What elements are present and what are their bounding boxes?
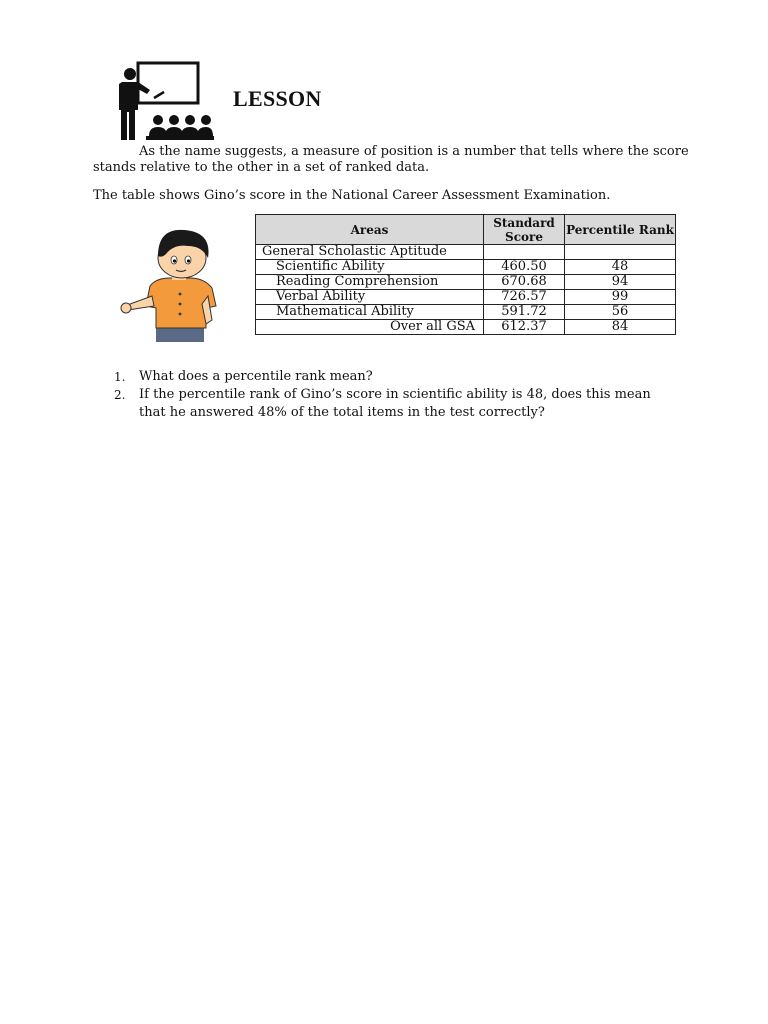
row-area: Mathematical Ability (256, 305, 484, 320)
row-score: 670.68 (484, 275, 565, 290)
question-number: 2. (114, 388, 126, 402)
row-rank: 48 (565, 260, 676, 275)
row-score: 460.50 (484, 260, 565, 275)
boy-pointing-icon (116, 224, 222, 344)
row-area: Reading Comprehension (256, 275, 484, 290)
table-row (256, 245, 676, 260)
list-item (114, 386, 674, 422)
row-score: 726.57 (484, 290, 565, 305)
row-score: 612.37 (484, 320, 565, 335)
table-intro-paragraph: The table shows Gino’s score in the National Career Assessment Examination. (93, 188, 611, 203)
table-row (256, 260, 676, 275)
row-area: Scientific Ability (256, 260, 484, 275)
row-score (484, 245, 565, 260)
question-list (114, 368, 674, 422)
score-table (255, 214, 676, 335)
row-rank: 84 (565, 320, 676, 335)
header-percentile-rank: Percentile Rank (565, 215, 676, 245)
row-area: General Scholastic Aptitude (256, 245, 484, 260)
table-row (256, 290, 676, 305)
list-item (114, 368, 674, 386)
table-header-row (256, 215, 676, 245)
page-title: LESSON (233, 86, 322, 111)
header-areas: Areas (256, 215, 484, 245)
intro-paragraph: As the name suggests, a measure of position is a number that tells where the score stands relative to the other in a set of ranked data. (93, 144, 689, 175)
row-rank: 94 (565, 275, 676, 290)
table-row (256, 275, 676, 290)
table-row (256, 305, 676, 320)
question-text: If the percentile rank of Gino’s score in scientific ability is 48, does this mean that he answered 48% of the total items in the test correctly? (139, 387, 651, 420)
header-standard-score: Standard Score (484, 215, 565, 245)
row-rank: 99 (565, 290, 676, 305)
row-area: Over all GSA (256, 320, 484, 335)
row-area: Verbal Ability (256, 290, 484, 305)
table-row (256, 320, 676, 335)
row-score: 591.72 (484, 305, 565, 320)
question-number: 1. (114, 370, 126, 384)
row-rank: 56 (565, 305, 676, 320)
teacher-presentation-icon (116, 60, 214, 142)
question-text: What does a percentile rank mean? (139, 369, 373, 384)
row-rank (565, 245, 676, 260)
